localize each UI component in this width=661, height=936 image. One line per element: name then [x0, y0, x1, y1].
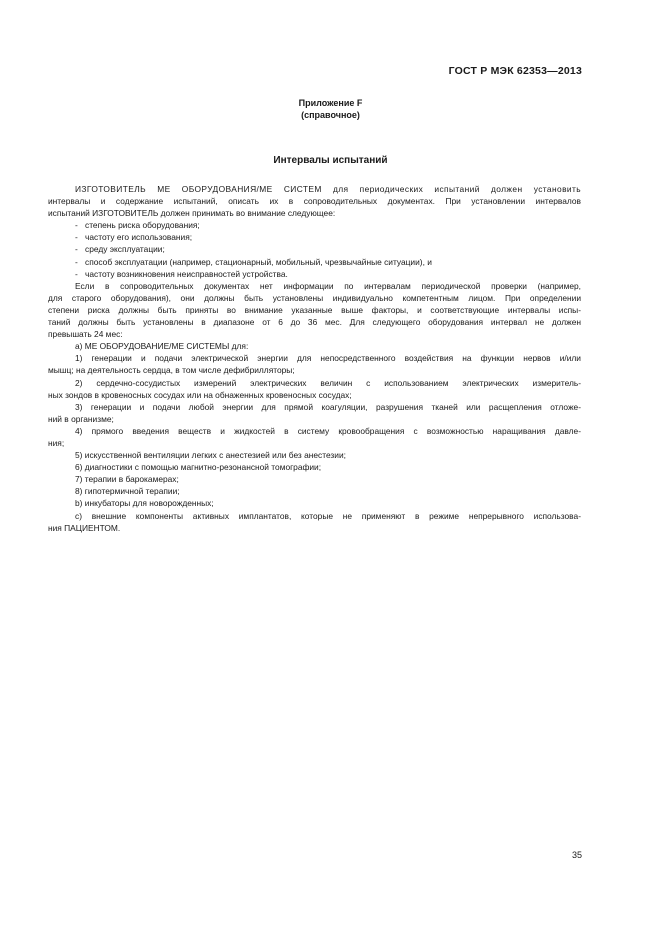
list-item-1-cont: мышц; на деятельность сердца, в том числе дефибрилляторы;: [48, 365, 295, 376]
list-item: - частоту его использования;: [75, 232, 193, 243]
appendix-heading: [0, 97, 661, 121]
list-item-2-cont: ных зондов в кровеносных сосудах или на обнаженных кровеносных сосудах;: [48, 389, 352, 400]
paragraph-line: интервалы и содержание испытаний, описать их в сопроводительных документах. При установлении интервалов: [48, 196, 581, 207]
paragraph-line: таний должны быть установлены в диапазоне от 6 до 36 мес. Для следующего оборудования интервал не должен: [48, 317, 581, 328]
body-text: [48, 183, 581, 534]
paragraph-line: степени риска должны быть приняты во внимание указанные выше факторы, и соответствующие интервалы испы-: [48, 304, 581, 315]
list-item-4: 4) прямого введения веществ и жидкостей в систему кровообращения с возможностью наращивания давле-: [75, 425, 581, 436]
list-item-3: 3) генерации и подачи любой энергии для прямой коагуляции, разрушения тканей или расщепления отложе-: [75, 401, 581, 412]
standard-designation: ГОСТ Р МЭК 62353—2013: [448, 65, 582, 77]
section-title: Интервалы испытаний: [273, 155, 388, 166]
paragraph-line: для старого оборудования), они должны быть установлены индивидуально компетентным лицом. При определении: [48, 292, 581, 303]
list-item-7: 7) терапии в барокамерах;: [75, 474, 179, 485]
list-item-5: 5) искусственной вентиляции легких с анестезией или без анестезии;: [75, 450, 346, 461]
list-item: - среду эксплуатации;: [75, 244, 165, 255]
list-item-2: 2) сердечно-сосудистых измерений электрических величин с использованием электрических измеритель-: [75, 377, 581, 388]
paragraph-line: превышать 24 мес:: [48, 329, 123, 340]
appendix-title: Приложение F: [298, 98, 363, 108]
list-item-b: b) инкубаторы для новорожденных;: [75, 498, 214, 509]
list-item-8: 8) гипотермичной терапии;: [75, 486, 180, 497]
list-item-c: c) внешние компоненты активных имплантатов, которые не применяют в режиме непрерывного использова-: [75, 510, 581, 521]
page-number: 35: [571, 850, 582, 860]
list-item-3-cont: ний в организме;: [48, 413, 114, 424]
list-item-a: а) МЕ ОБОРУДОВАНИЕ/МЕ СИСТЕМЫ для:: [75, 341, 249, 352]
list-item: - степень риска оборудования;: [75, 220, 200, 231]
list-item-1: 1) генерации и подачи электрической энергии для непосредственного воздействия на функции нервов и/или: [75, 353, 581, 364]
list-item: - частоту возникновения неисправностей устройства.: [75, 268, 288, 279]
list-item-c-cont: ния ПАЦИЕНТОМ.: [48, 522, 121, 533]
list-item: - способ эксплуатации (например, стационарный, мобильный, чрезвычайные ситуации), и: [75, 256, 432, 267]
paragraph-line: ИЗГОТОВИТЕЛЬ МЕ ОБОРУДОВАНИЯ/МЕ СИСТЕМ для периодических испытаний должен установить: [75, 184, 581, 194]
list-item-6: 6) диагностики с помощью магнитно-резонансной томографии;: [75, 462, 322, 473]
list-item-4-cont: ния;: [48, 437, 65, 448]
paragraph-line: Если в сопроводительных документах нет информации по интервалам периодической проверки (например,: [75, 280, 581, 291]
appendix-subtitle: (справочное): [301, 110, 360, 120]
paragraph-line: испытаний ИЗГОТОВИТЕЛЬ должен принимать во внимание следующее:: [48, 208, 336, 219]
